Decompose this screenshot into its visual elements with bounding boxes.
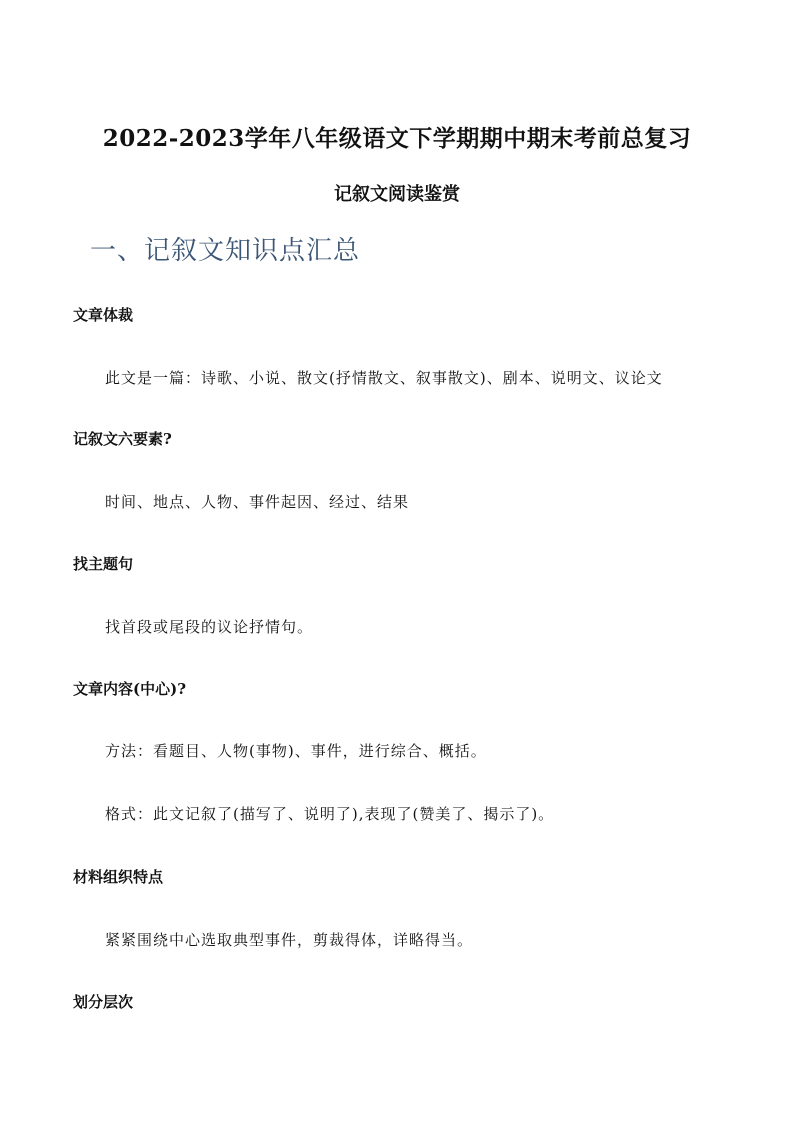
block-label-material: 材料组织特点 <box>73 868 164 886</box>
document-title: 2022-2023学年八年级语文下学期期中期末考前总复习 <box>102 125 692 152</box>
section-heading: 一、记叙文知识点汇总 <box>90 236 361 266</box>
document-subtitle: 记叙文阅读鉴赏 <box>334 184 460 205</box>
block-text-material: 紧紧围绕中心选取典型事件，剪裁得体，详略得当。 <box>105 931 474 949</box>
block-label-genre: 文章体裁 <box>73 306 134 324</box>
block-label-layers: 划分层次 <box>73 993 134 1011</box>
block-text-theme-sentence: 找首段或尾段的议论抒情句。 <box>105 618 314 636</box>
block-label-content: 文章内容(中心)? <box>73 680 186 698</box>
block-text-six-elements: 时间、地点、人物、事件起因、经过、结果 <box>105 493 410 511</box>
block-text-content-format: 格式：此文记叙了(描写了、说明了),表现了(赞美了、揭示了)。 <box>105 805 555 823</box>
block-text-content-method: 方法：看题目、人物(事物)、事件，进行综合、概括。 <box>105 742 487 760</box>
block-label-six-elements: 记叙文六要素? <box>73 430 172 448</box>
block-label-theme-sentence: 找主题句 <box>73 555 134 573</box>
block-text-genre: 此文是一篇：诗歌、小说、散文(抒情散文、叙事散文)、剧本、说明文、议论文 <box>105 369 663 387</box>
